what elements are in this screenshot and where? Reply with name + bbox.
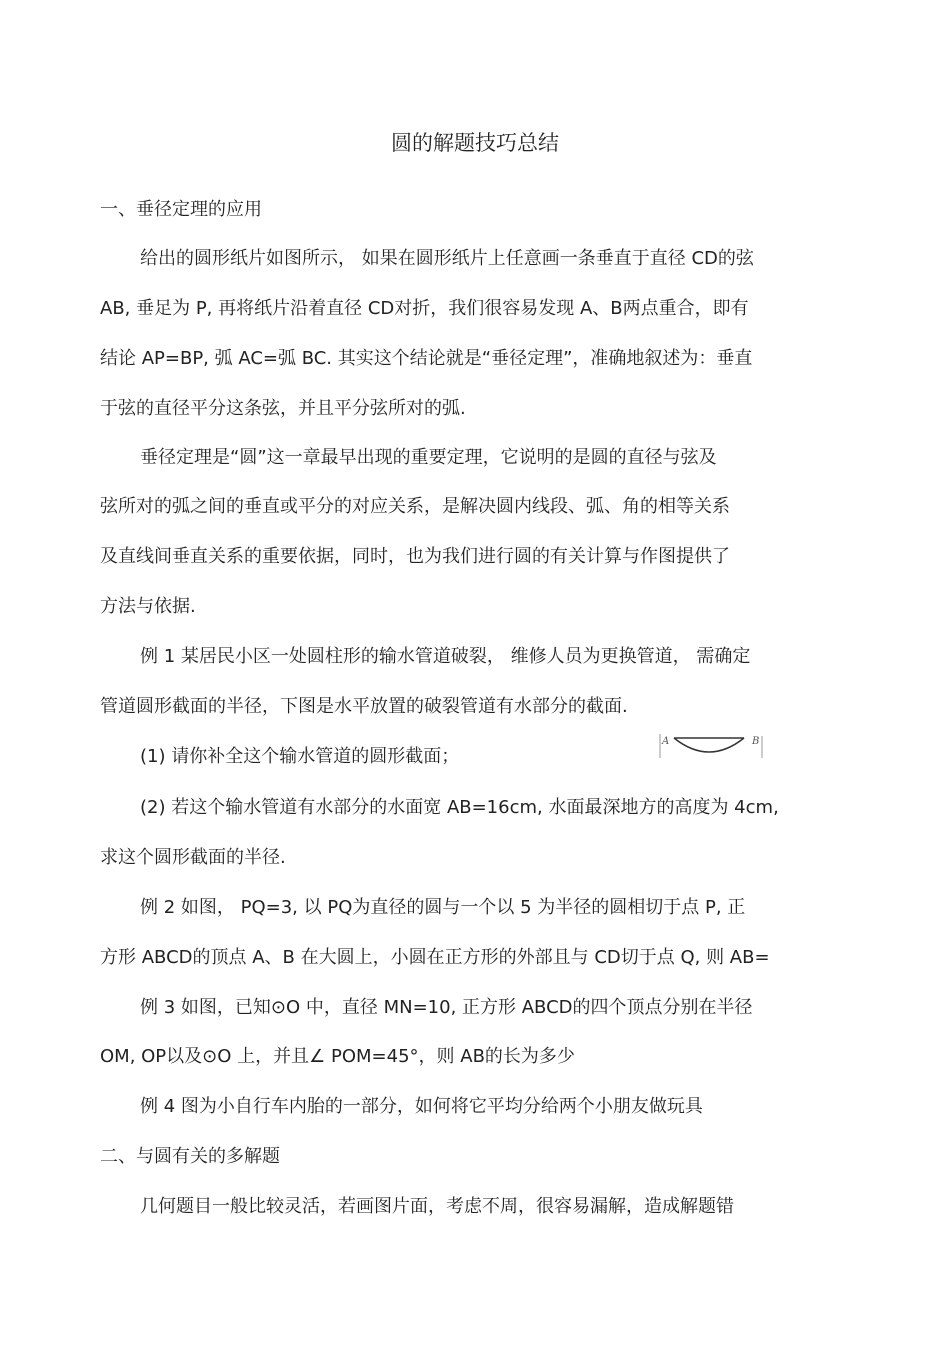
- paragraph-line: 及直线间垂直关系的重要依据，同时，也为我们进行圆的有关计算与作图提供了: [100, 546, 730, 567]
- paragraph-line: 垂径定理是“圆”这一章最早出现的重要定理，它说明的是圆的直径与弦及: [140, 447, 717, 468]
- example-1-line: 例 1 某居民小区一处圆柱形的输水管道破裂， 维修人员为更换管道， 需确定: [140, 646, 751, 667]
- example-2-line: 例 2 如图， PQ=3, 以 PQ为直径的圆与一个以 5 为半径的圆相切于点 P, 正: [140, 897, 746, 918]
- section2-heading: 二、与圆有关的多解题: [100, 1146, 280, 1167]
- paragraph-line: AB, 垂足为 P, 再将纸片沿着直径 CD对折，我们很容易发现 A、B两点重合，即有: [100, 298, 749, 319]
- paragraph-line: 弦所对的弧之间的垂直或平分的对应关系，是解决圆内线段、弧、角的相等关系: [100, 496, 730, 517]
- pipe-cross-section-figure: [658, 733, 766, 759]
- paragraph-line: 给出的圆形纸片如图所示， 如果在圆形纸片上任意画一条垂直于直径 CD的弦: [140, 248, 754, 269]
- example-1-question-2-line: (2) 若这个输水管道有水部分的水面宽 AB=16cm, 水面最深地方的高度为 4cm,: [140, 797, 779, 818]
- paragraph-line: 结论 AP=BP, 弧 AC=弧 BC. 其实这个结论就是“垂径定理”，准确地叙述为：垂直: [100, 348, 753, 369]
- paragraph-line: 于弦的直径平分这条弦，并且平分弦所对的弧.: [100, 398, 466, 419]
- page-title: 圆的解题技巧总结: [391, 131, 559, 155]
- example-1-line: 管道圆形截面的半径，下图是水平放置的破裂管道有水部分的截面.: [100, 696, 628, 717]
- example-4-line: 例 4 图为小自行车内胎的一部分，如何将它平均分给两个小朋友做玩具: [140, 1096, 703, 1117]
- example-2-line: 方形 ABCD的顶点 A、B 在大圆上，小圆在正方形的外部且与 CD切于点 Q, 则 AB=: [100, 947, 770, 968]
- example-1-question-2-line: 求这个圆形截面的半径.: [100, 847, 286, 868]
- water-arc: [674, 738, 744, 752]
- section1-heading: 一、垂径定理的应用: [100, 199, 262, 220]
- figure-label-a: A: [662, 736, 670, 747]
- paragraph-line: 几何题目一般比较灵活，若画图片面，考虑不周，很容易漏解，造成解题错: [140, 1196, 734, 1217]
- example-3-line: 例 3 如图，已知⊙O 中，直径 MN=10, 正方形 ABCD的四个顶点分别在半径: [140, 997, 753, 1018]
- figure-label-b: B: [752, 736, 760, 747]
- paragraph-line: 方法与依据.: [100, 596, 196, 617]
- example-3-line: OM, OP以及⊙O 上，并且∠ POM=45°，则 AB的长为多少: [100, 1046, 575, 1067]
- example-1-question-1: (1) 请你补全这个输水管道的圆形截面；: [140, 746, 460, 767]
